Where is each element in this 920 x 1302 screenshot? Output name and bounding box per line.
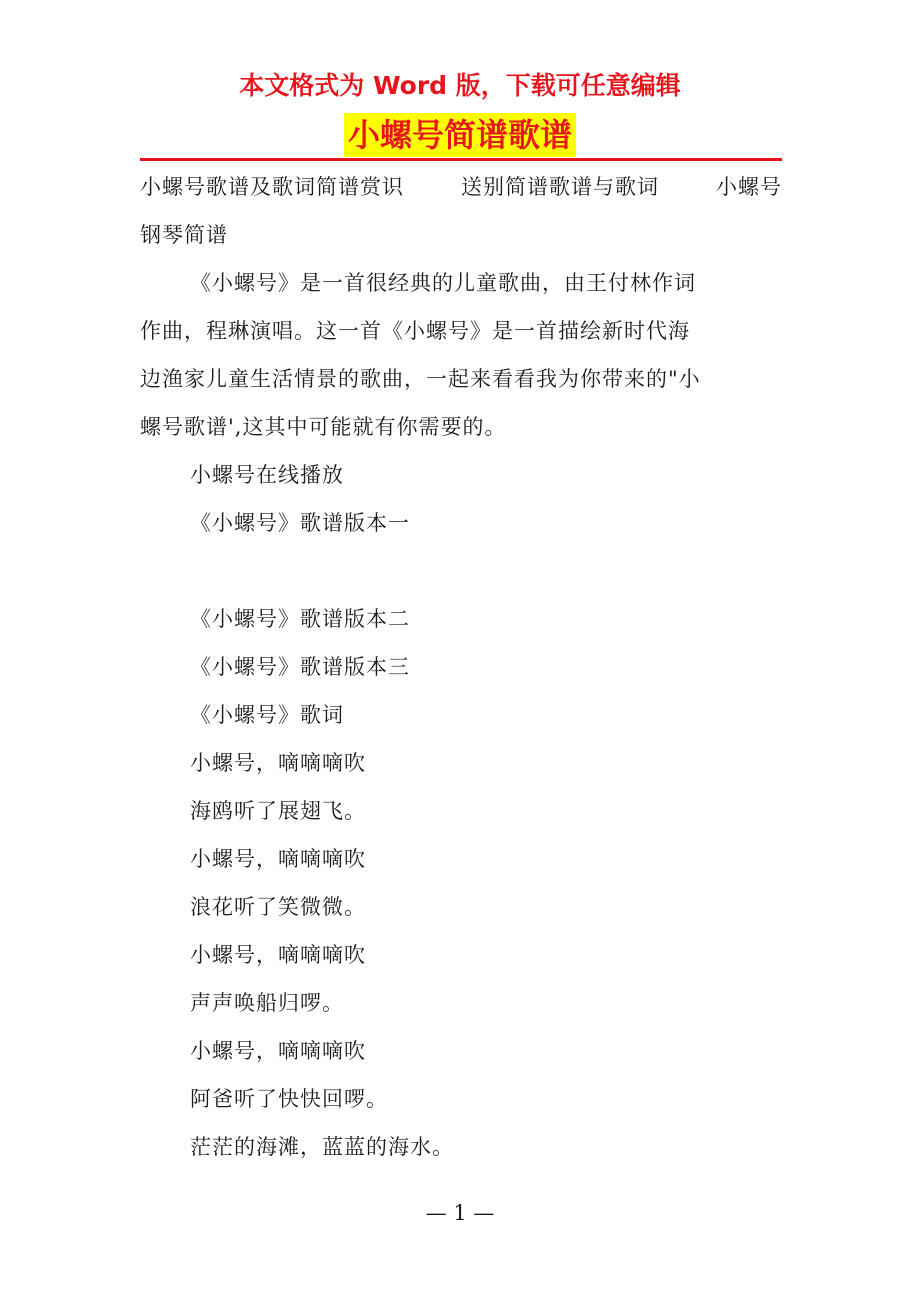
lyric-line: 浪花听了笑微微。 <box>190 895 366 919</box>
related-link-lyrics-appreciation[interactable]: 小螺号歌谱及歌词简谱赏识 <box>140 175 404 199</box>
intro-line: 边渔家儿童生活情景的歌曲，一起来看看我为你带来的"小 <box>140 367 701 391</box>
intro-line: 《小螺号》是一首很经典的儿童歌曲，由王付林作词 <box>190 271 696 295</box>
lyrics-heading: 《小螺号》歌词 <box>190 703 344 727</box>
lyric-line: 小螺号，嘀嘀嘀吹 <box>190 943 366 967</box>
editable-banner: 本文格式为 Word 版，下载可任意编辑 <box>239 71 681 100</box>
lyric-line: 小螺号，嘀嘀嘀吹 <box>190 1039 366 1063</box>
score-version-3-heading: 《小螺号》歌谱版本三 <box>190 655 410 679</box>
page-number: — 1 — <box>425 1201 495 1225</box>
lyrics-block <box>140 739 782 1171</box>
intro-line: 作曲，程琳演唱。这一首《小螺号》是一首描绘新时代海 <box>140 319 690 343</box>
lyric-line: 小螺号，嘀嘀嘀吹 <box>190 847 366 871</box>
intro-line: 螺号歌谱',这其中可能就有你需要的。 <box>140 415 507 439</box>
document-body <box>140 163 782 1171</box>
intro-paragraph <box>140 259 782 451</box>
related-links-row <box>140 163 782 211</box>
related-link-piano[interactable]: 小螺号 <box>716 175 782 199</box>
lyric-line: 海鸥听了展翅飞。 <box>190 799 366 823</box>
related-link-farewell[interactable]: 送别简谱歌谱与歌词 <box>461 175 659 199</box>
lyric-line: 小螺号，嘀嘀嘀吹 <box>190 751 366 775</box>
title-wrapper <box>0 113 920 157</box>
score-version-2-heading: 《小螺号》歌谱版本二 <box>190 607 410 631</box>
page-title: 小螺号简谱歌谱 <box>344 113 576 157</box>
online-play-heading: 小螺号在线播放 <box>190 463 344 487</box>
score-version-1-heading: 《小螺号》歌谱版本一 <box>190 511 410 535</box>
related-link-piano-continued[interactable]: 钢琴简谱 <box>140 223 228 247</box>
lyric-line: 声声唤船归啰。 <box>190 991 344 1015</box>
lyric-line: 阿爸听了快快回啰。 <box>190 1087 388 1111</box>
lyric-line: 茫茫的海滩，蓝蓝的海水。 <box>190 1135 454 1159</box>
title-divider <box>140 158 782 161</box>
score-image-placeholder <box>140 547 782 595</box>
